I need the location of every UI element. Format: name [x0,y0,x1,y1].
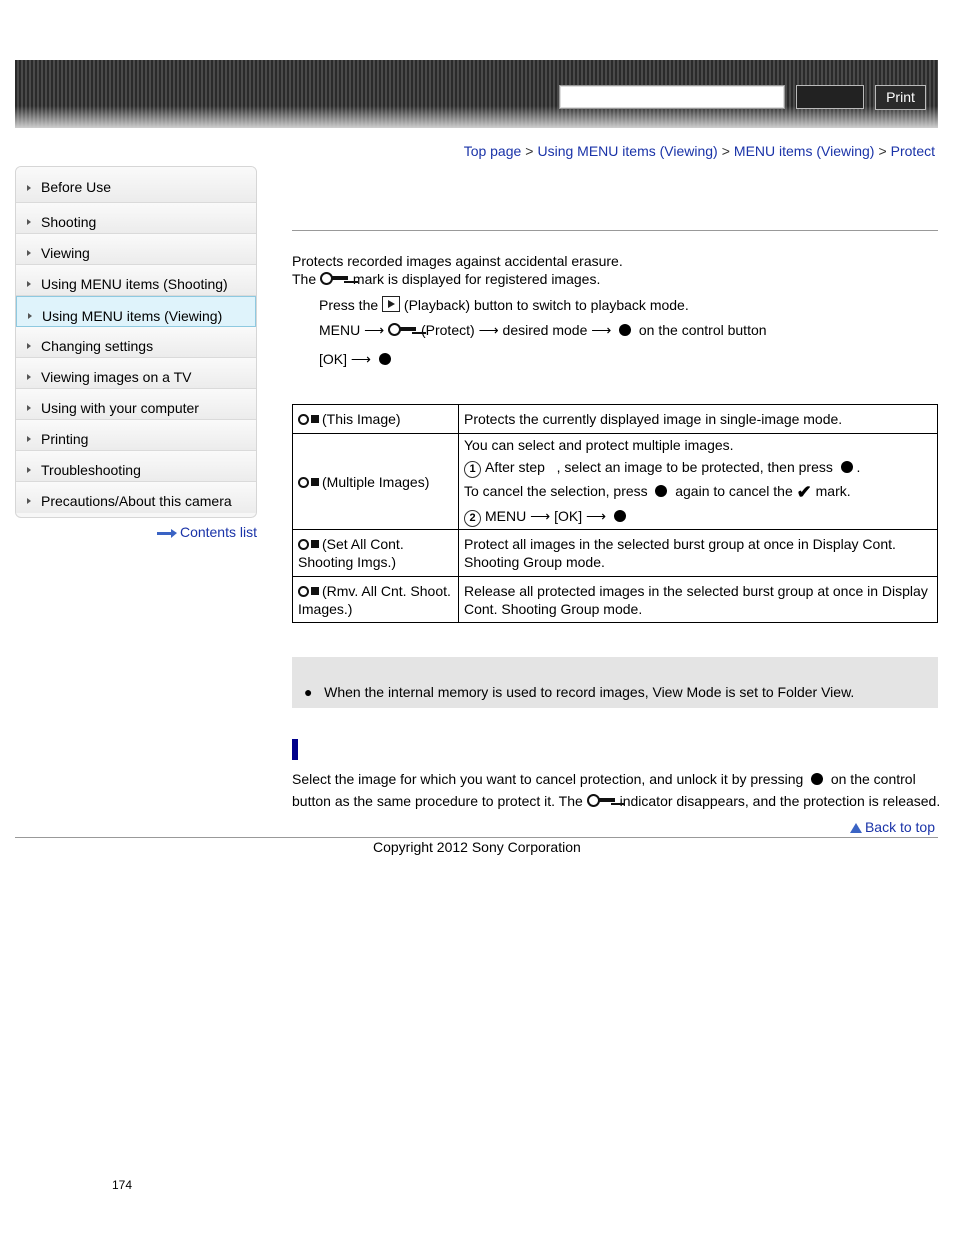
modes-table [292,404,938,623]
footer-divider [15,837,938,838]
mode-description-cell [459,434,938,530]
description-text: again to cancel the [675,483,793,499]
intro-text: mark is displayed for registered images. [352,271,601,287]
arrow-right-icon: ⟶ [530,508,551,524]
cancel-line-1 [292,771,916,787]
protect-key-icon [388,323,417,336]
step-text: (Playback) button to switch to playback mode. [403,297,689,313]
control-button-center-icon [614,510,626,522]
step-1 [319,296,689,313]
step-text: desired mode [502,322,588,338]
step-text: MENU [319,322,361,338]
control-button-center-icon [379,353,391,365]
step-text: Press the [319,297,379,313]
sidebar-item-using-menu-shooting[interactable] [16,265,256,296]
mode-name: (Multiple Images) [322,473,430,490]
sidebar-item-changing-settings[interactable] [16,327,256,358]
chevron-right-icon [27,343,31,349]
search-button[interactable] [796,85,864,109]
triangle-up-icon [850,823,862,833]
intro-line-2 [292,271,600,287]
breadcrumb-using-menu-viewing[interactable]: Using MENU items (Viewing) [537,143,718,159]
breadcrumb-protect[interactable]: Protect [890,143,935,159]
sidebar-item-shooting[interactable] [16,203,256,234]
sidebar-item-label: Before Use [41,179,112,195]
sidebar-item-label: Changing settings [41,338,154,354]
arrow-right-icon: ⟶ [591,322,612,338]
table-row [293,405,938,434]
control-button-center-icon [811,773,823,785]
sidebar-item-label: Viewing [41,245,90,261]
sidebar-item-label: Printing [41,431,89,447]
sidebar-item-label: Using MENU items (Viewing) [42,308,223,324]
sidebar-item-before-use[interactable] [16,167,256,203]
sidebar-item-viewing[interactable] [16,234,256,265]
breadcrumb-separator: > [721,143,730,159]
description-line: You can select and protect multiple images. [464,437,734,453]
table-row [293,530,938,577]
back-to-top-link[interactable] [850,819,935,835]
mode-name: (This Image) [322,411,401,427]
protect-all-burst-icon [298,535,320,551]
mode-description-cell: Release all protected images in the selected burst group at once in Display Cont. Shooting Group mode. [459,577,938,623]
sidebar-item-label: Viewing images on a TV [41,369,192,385]
description-text: After step [485,459,545,475]
description-text: To cancel the selection, press [464,483,648,499]
contents-list-label: Contents list [179,524,257,540]
mode-name-cell [293,577,459,623]
chevron-right-icon [27,405,31,411]
contents-list-link[interactable] [157,524,257,540]
cancel-line-2 [292,793,940,809]
note-text: When the internal memory is used to record images, View Mode is set to Folder View. [324,684,855,700]
mode-description-cell: Protect all images in the selected burst group at once in Display Cont. Shooting Group mode. [459,530,938,577]
sidebar-item-label: Using with your computer [41,400,199,416]
arrow-right-icon: ⟶ [586,508,607,524]
intro-text: The [292,271,317,287]
step-text: [OK] [319,351,348,367]
step-number-icon: 2 [464,510,481,527]
cancel-text: indicator disappears, and the protection is released. [619,793,941,809]
mode-name: (Rmv. All Cnt. Shoot. Images.) [298,582,451,617]
protect-this-image-icon [298,410,320,426]
sidebar-item-label: Shooting [41,214,97,230]
mode-name-cell [293,530,459,577]
chevron-right-icon [27,467,31,473]
description-text: , select an image to be protected, then press [556,459,833,475]
arrow-right-icon: ⟶ [478,322,499,338]
breadcrumb-menu-items-viewing[interactable]: MENU items (Viewing) [733,143,875,159]
step-2 [319,322,767,339]
checkmark-icon: ✔ [796,482,812,502]
sidebar-item-printing[interactable] [16,420,256,451]
sidebar-item-precautions[interactable] [16,482,256,513]
chevron-right-icon [27,185,31,191]
sidebar-item-label: Precautions/About this camera [41,493,232,509]
chevron-right-icon [27,374,31,380]
copyright: Copyright 2012 Sony Corporation [373,839,581,855]
step-text: on the control button [638,322,767,338]
note-item: ● When the internal memory is used to record images, View Mode is set to Folder View. [304,684,855,700]
chevron-right-icon [27,498,31,504]
sidebar-item-label: Using MENU items (Shooting) [41,276,228,292]
sidebar-item-troubleshooting[interactable] [16,451,256,482]
cancel-text: Select the image for which you want to cancel protection, and unlock it by pressing [292,771,804,787]
breadcrumb-separator: > [878,143,887,159]
arrow-right-icon: ⟶ [350,351,371,367]
sidebar-item-using-menu-viewing[interactable] [16,296,256,327]
arrow-right-icon [157,529,177,537]
back-to-top-label: Back to top [864,819,935,835]
title-divider [292,230,938,231]
intro-line-1: Protects recorded images against accidental erasure. [292,253,623,269]
mode-name: (Set All Cont. Shooting Imgs.) [298,536,404,570]
description-text: MENU [485,508,527,524]
table-row [293,434,938,530]
protect-key-icon [587,794,616,807]
cancel-text: on the control [830,771,916,787]
chevron-right-icon [27,281,31,287]
note-box [292,657,938,708]
breadcrumb-top-page[interactable]: Top page [463,143,522,159]
description-line [464,504,932,528]
chevron-right-icon [27,250,31,256]
chevron-right-icon [28,313,32,319]
mode-description-cell: Protects the currently displayed image in single-image mode. [459,405,938,434]
control-button-center-icon [619,324,631,336]
print-button[interactable]: Print [875,85,926,110]
protect-multiple-images-icon [298,473,320,489]
playback-icon [382,296,400,312]
description-line [464,479,932,504]
breadcrumb-separator: > [525,143,534,159]
arrow-right-icon: ⟶ [364,322,385,338]
unprotect-all-burst-icon [298,582,320,598]
description-line: 1 After step , select an image to be protected, then press . [464,455,932,479]
breadcrumb [464,143,935,159]
step-3 [319,351,391,368]
protect-key-icon [320,272,349,285]
chevron-right-icon [27,219,31,225]
control-button-center-icon [655,485,667,497]
table-row [293,577,938,623]
sidebar-nav [15,166,257,518]
description-text: mark. [815,483,851,499]
control-button-center-icon [841,461,853,473]
page-number: 174 [112,1178,133,1192]
mode-name-cell [293,405,459,434]
sidebar-item-using-with-computer[interactable] [16,389,256,420]
description-text: [OK] [554,508,583,524]
section-heading-bar [292,739,298,760]
sidebar-item-label: Troubleshooting [41,462,141,478]
sidebar-item-viewing-on-tv[interactable] [16,358,256,389]
step-number-icon: 1 [464,461,481,478]
search-input[interactable] [559,85,785,109]
step-text: (Protect) [420,322,475,338]
mode-name-cell [293,434,459,530]
chevron-right-icon [27,436,31,442]
cancel-text: button as the same procedure to protect it. The [292,793,583,809]
